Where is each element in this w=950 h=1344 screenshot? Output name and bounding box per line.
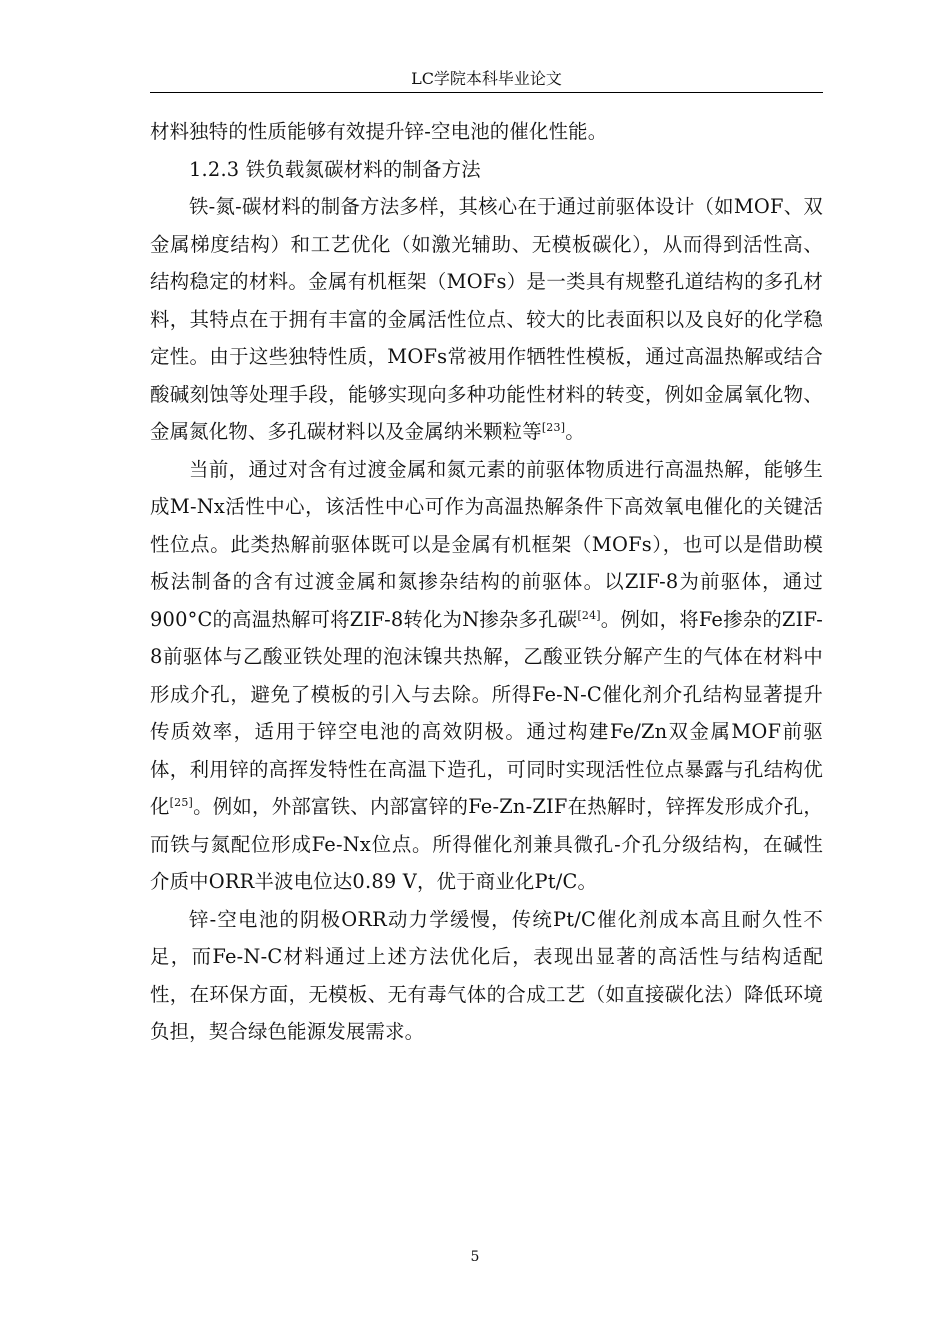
page-number: 5 <box>470 1249 480 1265</box>
running-header: LC学院本科毕业论文 <box>411 69 562 88</box>
paragraph-continuation: 材料独特的性质能够有效提升锌-空电池的催化性能。 <box>150 120 608 143</box>
header-divider <box>150 92 823 93</box>
citation-25: [25] <box>169 796 194 809</box>
citation-23: [23] <box>541 421 566 434</box>
paragraph-conclusion: 锌-空电池的阴极ORR动力学缓慢，传统Pt/C催化剂成本高且耐久性不足，而Fe-N-C材料通过上述方法优化后，表现出显著的高活性与结构适配性，在环保方面，无模板、无有毒气体的合成工艺（如直接碳化法）降低环境负担，契合绿色能源发展需求。 <box>150 907 823 1043</box>
body-text <box>150 113 823 1051</box>
paragraph-text-segment: 。例如，外部富铁、内部富锌的Fe-Zn-ZIF在热解时，锌挥发形成介孔，而铁与氮配位形成Fe-Nx位点。所得催化剂兼具微孔-介孔分级结构，在碱性介质中ORR半波电位达0.89 V，优于商业化Pt/C。 <box>150 795 823 893</box>
paragraph-text: 铁-氮-碳材料的制备方法多样，其核心在于通过前驱体设计（如MOF、双金属梯度结构）和工艺优化（如激光辅助、无模板碳化），从而得到活性高、结构稳定的材料。金属有机框架（MOFs）是一类具有规整孔道结构的多孔材料，其特点在于拥有丰富的金属活性位点、较大的比表面积以及良好的化学稳定性。由于这些独特性质，MOFs常被用作牺牲性模板，通过高温热解或结合酸碱刻蚀等处理手段，能够实现向多种功能性材料的转变，例如金属氧化物、金属氮化物、多孔碳材料以及金属纳米颗粒等 <box>150 195 823 443</box>
paragraph-text-segment: 。例如，将Fe掺杂的ZIF-8前驱体与乙酸亚铁处理的泡沫镍共热解，乙酸亚铁分解产生的气体在材料中形成介孔，避免了模板的引入与去除。所得Fe-N-C催化剂介孔结构显著提升传质效率，适用于锌空电池的高效阴极。通过构建Fe/Zn双金属MOF前驱体，利用锌的高挥发特性在高温下造孔，可同时实现活性位点暴露与孔结构优化 <box>150 607 823 818</box>
paragraph-pyrolysis <box>150 451 823 901</box>
section-heading: 1.2.3 铁负载氮碳材料的制备方法 <box>189 157 481 181</box>
paragraph-tail: 。 <box>565 420 585 443</box>
paragraph-mof-methods <box>150 188 823 451</box>
citation-24: [24] <box>577 608 601 622</box>
paragraph-text-segment: 当前，通过对含有过渡金属和氮元素的前驱体物质进行高温热解，能够生成M-Nx活性中心，该活性中心可作为高温热解条件下高效氧电催化的关键活性位点。此类热解前驱体既可以是金属有机框架（MOFs），也可以是借助模板法制备的含有过渡金属和氮掺杂结构的前驱体。以ZIF-8为前驱体，通过900°C的高温热解可将ZIF-8转化为N掺杂多孔碳 <box>150 457 823 631</box>
